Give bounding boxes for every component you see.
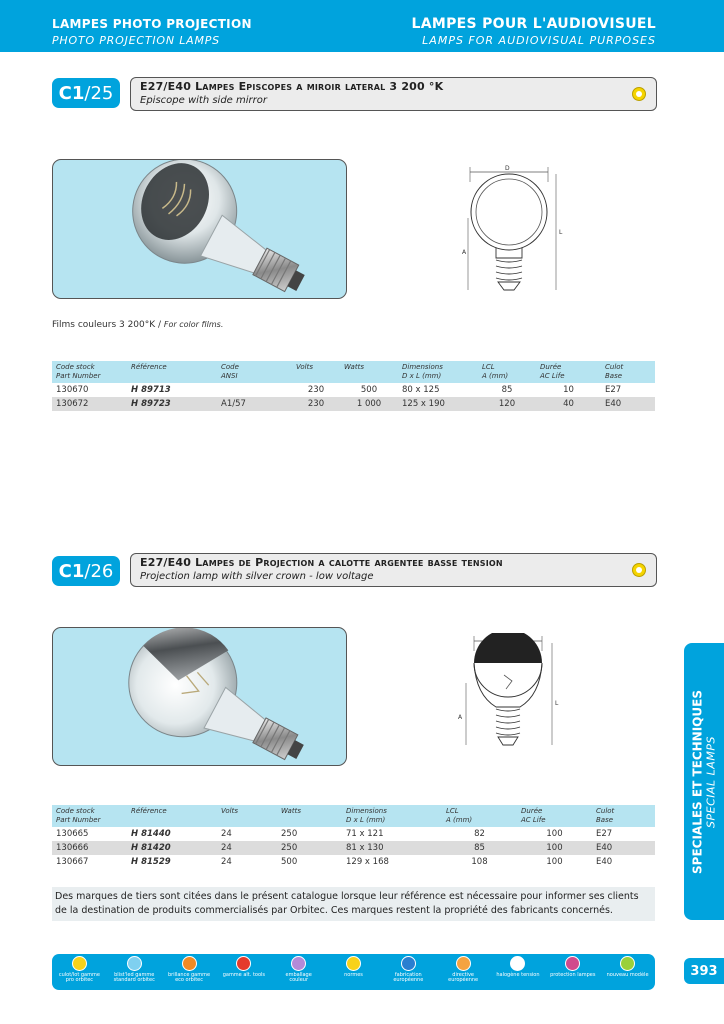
table-cell: 130670 bbox=[56, 385, 89, 395]
header-right-title: LAMPES POUR L'AUDIOVISUEL bbox=[411, 16, 656, 32]
footer-legend-item bbox=[495, 956, 541, 978]
table-cell: 24 bbox=[217, 841, 277, 855]
table-cell: 85 bbox=[501, 385, 513, 395]
legend-label: gamme alt. tools bbox=[222, 972, 266, 978]
footer-legend-item bbox=[56, 956, 102, 983]
column-header bbox=[217, 361, 292, 383]
section1-caption-en: For color films. bbox=[163, 320, 224, 329]
table-cell: 129 x 168 bbox=[346, 857, 389, 867]
lamp-type-icon bbox=[632, 87, 646, 101]
reference-cell: H 89723 bbox=[127, 397, 217, 411]
table-row bbox=[52, 855, 655, 869]
column-header bbox=[398, 361, 478, 383]
column-header-label: Référence bbox=[131, 363, 167, 371]
legend-pictogram-icon bbox=[456, 956, 471, 971]
section1-label-a: A bbox=[462, 249, 467, 256]
table-cell: 100 bbox=[546, 829, 563, 839]
legend-pictogram-icon bbox=[127, 956, 142, 971]
column-header-sublabel: A (mm) bbox=[482, 372, 509, 380]
column-header-label: Durée bbox=[521, 807, 543, 815]
column-header bbox=[517, 805, 592, 827]
table-cell: 130672 bbox=[52, 397, 127, 411]
table-header-row bbox=[52, 805, 655, 827]
section1-code-badge bbox=[52, 78, 120, 108]
column-header bbox=[442, 805, 517, 827]
legend-pictogram-icon bbox=[346, 956, 361, 971]
footer-legend-item bbox=[166, 956, 212, 983]
table-cell: E40 bbox=[596, 857, 613, 867]
legend-pictogram-icon bbox=[620, 956, 635, 971]
column-header bbox=[52, 361, 127, 383]
column-header-label: Durée bbox=[540, 363, 562, 371]
table-cell: 230 bbox=[307, 385, 325, 395]
lamp-type-icon bbox=[632, 563, 646, 577]
column-header-label: Code stock bbox=[56, 363, 95, 371]
table-cell: 130667 bbox=[56, 857, 89, 867]
section1-title: E27/E40 Lampes Episcopes a miroir lateral 3 200 °K bbox=[140, 80, 444, 93]
legend-label: emballage couleur bbox=[285, 972, 312, 983]
section2-product-photo bbox=[52, 627, 347, 766]
table-header-row bbox=[52, 361, 655, 383]
reference-cell: H 81420 bbox=[127, 841, 217, 855]
column-header-sublabel: Base bbox=[596, 816, 614, 824]
column-header-sublabel: AC Life bbox=[540, 372, 565, 380]
column-header bbox=[127, 361, 217, 383]
section1-subtitle: Episcope with side mirror bbox=[140, 95, 267, 106]
column-header-label: Culot bbox=[596, 807, 615, 815]
legend-label: brillance gamme eco orbitec bbox=[167, 972, 211, 983]
table-cell: 100 bbox=[517, 841, 592, 855]
section1-caption bbox=[52, 320, 223, 330]
column-header-sublabel: D x L (mm) bbox=[346, 816, 386, 824]
legend-label: blist'led gamme standard orbitec bbox=[113, 972, 155, 983]
footer-legend-item bbox=[276, 956, 322, 983]
table-row bbox=[52, 841, 655, 855]
section2-title-box bbox=[130, 553, 657, 587]
side-tab-title: SPECIALES ET TECHNIQUES bbox=[690, 690, 705, 874]
table-cell: 120 bbox=[478, 397, 536, 411]
table-cell: 250 bbox=[277, 841, 342, 855]
category-side-text bbox=[691, 690, 718, 874]
table-cell: 125 x 190 bbox=[398, 397, 478, 411]
column-header bbox=[52, 805, 127, 827]
table-cell: 100 bbox=[546, 857, 563, 867]
legend-pictogram-icon bbox=[565, 956, 580, 971]
table-row bbox=[52, 383, 655, 397]
column-header-sublabel: A (mm) bbox=[446, 816, 473, 824]
column-header-sublabel: Base bbox=[605, 372, 623, 380]
column-header-sublabel: ANSI bbox=[221, 372, 238, 380]
legend-label: fabrication européenne bbox=[393, 972, 424, 983]
table-cell: 130666 bbox=[52, 841, 127, 855]
table-cell: 82 bbox=[474, 829, 485, 839]
legend-label: normes bbox=[344, 972, 363, 978]
column-header-label: Dimensions bbox=[402, 363, 443, 371]
column-header bbox=[592, 805, 655, 827]
section1-product-photo bbox=[52, 159, 347, 299]
column-header bbox=[601, 361, 655, 383]
footer-legend-item bbox=[221, 956, 267, 978]
table-cell: 40 bbox=[536, 397, 601, 411]
silver-crown-bulb-illustration bbox=[53, 628, 346, 765]
header-right-subtitle: LAMPS FOR AUDIOVISUAL PURPOSES bbox=[422, 34, 656, 47]
table-cell: 130665 bbox=[56, 829, 89, 839]
reference-cell: H 81529 bbox=[131, 857, 171, 867]
column-header-label: Dimensions bbox=[346, 807, 387, 815]
table-cell: 10 bbox=[563, 385, 574, 395]
column-header-label: Watts bbox=[281, 807, 301, 815]
header-left-subtitle: PHOTO PROJECTION LAMPS bbox=[52, 34, 220, 47]
section2-code-prefix: C1 bbox=[58, 560, 85, 582]
table-cell: 1 000 bbox=[340, 397, 398, 411]
column-header-label: LCL bbox=[446, 807, 459, 815]
section1-title-box bbox=[130, 77, 657, 111]
legend-pictogram-icon bbox=[182, 956, 197, 971]
table-cell: E27 bbox=[596, 829, 613, 839]
table-cell: 81 x 130 bbox=[342, 841, 442, 855]
section1-spec-table bbox=[52, 361, 655, 411]
section2-subtitle: Projection lamp with silver crown - low voltage bbox=[140, 571, 374, 582]
footer-legend-bar bbox=[52, 954, 655, 990]
reference-cell: H 89713 bbox=[131, 385, 171, 395]
column-header-sublabel: AC Life bbox=[521, 816, 546, 824]
trademark-notice: Des marques de tiers sont citées dans le présent catalogue lorsque leur référence est nécessaire pour informer ses clients de la destination de produits commercialisés par Orbitec. Ces marques restent la propriété des fabricants concernés. bbox=[52, 887, 655, 921]
table-cell: 85 bbox=[442, 841, 517, 855]
legend-label: directive européenne bbox=[448, 972, 479, 983]
section2-label-l: L bbox=[555, 700, 559, 707]
table-cell: 500 bbox=[360, 385, 378, 395]
legend-pictogram-icon bbox=[291, 956, 306, 971]
column-header-sublabel: D x L (mm) bbox=[402, 372, 442, 380]
table-cell: 500 bbox=[281, 857, 298, 867]
table-cell: 80 x 125 bbox=[402, 385, 440, 395]
section1-label-l: L bbox=[559, 229, 563, 236]
section2-spec-table bbox=[52, 805, 655, 869]
column-header bbox=[340, 361, 398, 383]
footer-legend-item bbox=[331, 956, 377, 978]
mirror-bulb-illustration bbox=[53, 160, 346, 298]
table-cell: E27 bbox=[605, 385, 622, 395]
table-cell: 71 x 121 bbox=[346, 829, 384, 839]
table-cell: 108 bbox=[471, 857, 488, 867]
section2-code-badge bbox=[52, 556, 120, 586]
legend-pictogram-icon bbox=[510, 956, 525, 971]
table-cell: E40 bbox=[592, 841, 655, 855]
legend-pictogram-icon bbox=[401, 956, 416, 971]
legend-label: culot/lot gamme pro orbitec bbox=[58, 972, 100, 983]
table-cell: 250 bbox=[281, 829, 298, 839]
section1-code-prefix: C1 bbox=[58, 82, 85, 104]
side-tab-subtitle: SPECIAL LAMPS bbox=[704, 736, 718, 828]
column-header-label: LCL bbox=[482, 363, 495, 371]
column-header-label: Volts bbox=[221, 807, 238, 815]
section2-dimension-drawing bbox=[452, 633, 582, 763]
page-header bbox=[0, 0, 724, 52]
column-header-label: Volts bbox=[296, 363, 313, 371]
header-left-title: LAMPES PHOTO PROJECTION bbox=[52, 17, 252, 31]
column-header-label: Référence bbox=[131, 807, 167, 815]
column-header-label: Watts bbox=[344, 363, 364, 371]
column-header bbox=[292, 361, 340, 383]
table-row bbox=[52, 397, 655, 411]
section1-caption-fr: Films couleurs 3 200°K / bbox=[52, 320, 164, 330]
column-header bbox=[217, 805, 277, 827]
column-header-sublabel: Part Number bbox=[56, 816, 101, 824]
footer-legend-item bbox=[111, 956, 157, 983]
footer-legend-item bbox=[605, 956, 651, 978]
footer-legend-item bbox=[550, 956, 596, 978]
column-header-label: Code stock bbox=[56, 807, 95, 815]
section1-label-d: D bbox=[505, 165, 510, 172]
column-header bbox=[277, 805, 342, 827]
table-cell: 24 bbox=[221, 829, 232, 839]
legend-pictogram-icon bbox=[236, 956, 251, 971]
table-cell: A1/57 bbox=[217, 397, 292, 411]
column-header bbox=[536, 361, 601, 383]
legend-label: protection lampes bbox=[550, 972, 596, 978]
column-header-sublabel: Part Number bbox=[56, 372, 101, 380]
column-header-label: Culot bbox=[605, 363, 624, 371]
legend-label: halogène tension bbox=[496, 972, 540, 978]
column-header bbox=[342, 805, 442, 827]
page-number: 393 bbox=[684, 958, 724, 984]
legend-label: nouveau modèle bbox=[606, 972, 649, 978]
column-header bbox=[478, 361, 536, 383]
footer-legend-item bbox=[440, 956, 486, 983]
table-row bbox=[52, 827, 655, 841]
table-cell: 24 bbox=[221, 857, 232, 867]
legend-pictogram-icon bbox=[72, 956, 87, 971]
table-cell bbox=[217, 383, 292, 397]
table-cell: E40 bbox=[601, 397, 655, 411]
section1-dimension-drawing bbox=[452, 162, 582, 300]
section2-title: E27/E40 Lampes de Projection a calotte argentee basse tension bbox=[140, 556, 503, 569]
column-header-label: Code bbox=[221, 363, 239, 371]
section2-label-a: A bbox=[458, 714, 463, 721]
table-cell: 230 bbox=[292, 397, 340, 411]
footer-legend-item bbox=[385, 956, 431, 983]
reference-cell: H 81440 bbox=[131, 829, 171, 839]
section1-code-number: /25 bbox=[84, 82, 114, 104]
column-header bbox=[127, 805, 217, 827]
section2-code-number: /26 bbox=[84, 560, 114, 582]
